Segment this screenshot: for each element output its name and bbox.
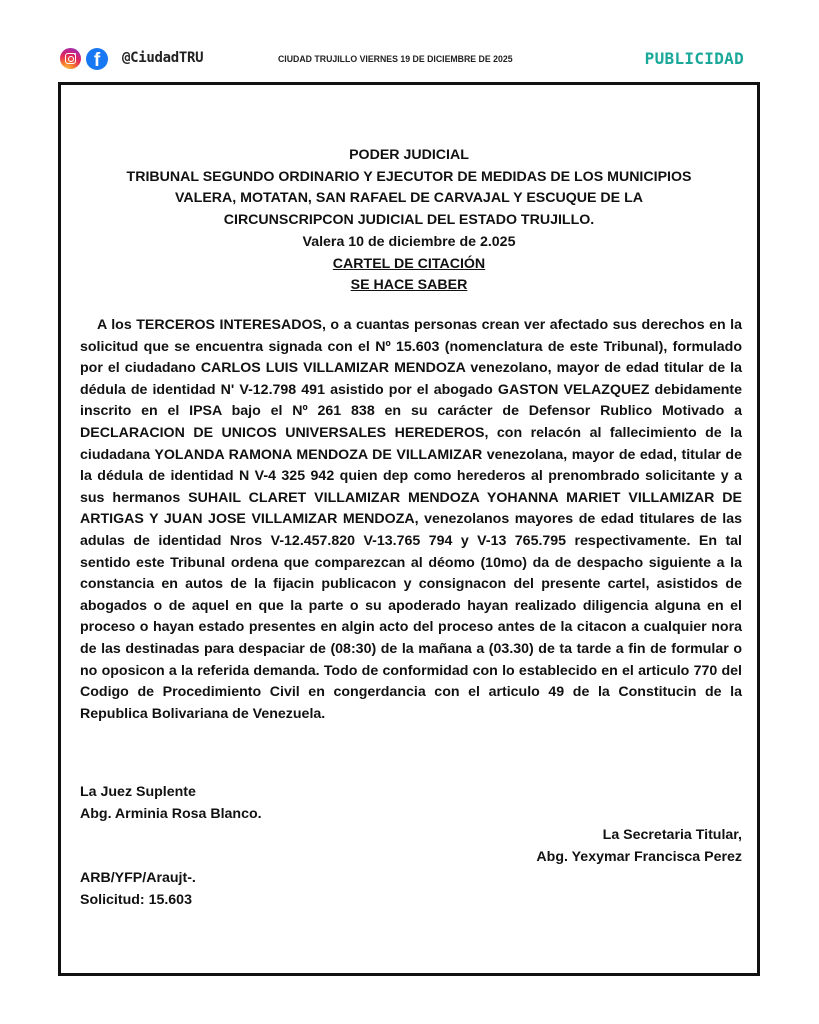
reference-initials: ARB/YFP/Araujt-. [80,870,196,886]
secretary-name: Abg. Yexymar Francisca Perez [536,848,742,865]
notice-title: CARTEL DE CITACIÓN [332,255,486,272]
notice-date: Valera 10 de diciembre de 2.025 [302,233,516,250]
notice-heading [61,145,757,297]
page-header [58,46,760,74]
instagram-icon[interactable] [60,48,81,69]
solicitud-number: Solicitud: 15.603 [80,891,192,908]
section-label: PUBLICIDAD [644,49,744,68]
social-icons [60,48,108,70]
notice-body: A los TERCEROS INTERESADOS, o a cuantas personas crean ver afectado sus derechos en la solicitud que se encuentra signada con el Nº 15.603 (nomenclatura de este Tribunal), formulado por el ciudadano CARLOS LUIS VILLAMIZAR MENDOZA venezolano, mayor de edad titular de la dédula de identidad N' V-12.798 491 asistido por el abogado GASTON VELAZQUEZ debidamente inscrito en el IPSA bajo el Nº 261 838 en su carácter de Defensor Rublico Motivado a DECLARACION DE UNICOS UNIVERSALES HEREDEROS, con relacón al fallecimiento de la ciudadana YOLANDA RAMONA MENDOZA DE VILLAMIZAR venezolana, mayor de edad, titular de la dédula de identidad N V-4 325 942 quien dep como herederos al prenombrado solicitante y a sus hermanos SUHAIL CLARET VILLAMIZAR MENDOZA YOHANNA MARIET VILLAMIZAR DE ARTIGAS Y JUAN JOSE VILLAMIZAR MENDOZA, venezolanos mayores de edad titulares de las adulas de identidad Nros V-12.457.820 V-13.765 794 y V-13 765.795 respectivamente. En tal sentido este Tribunal ordena que comparezcan al déomo (10mo) da de despacho siguiente a la constancia en autos de la fijacin publicacon y consignacon del presente cartel, asistidos de abogados o de aquel en que la parte o su apoderado hayan realizado diligencia alguna en el proceso o hayan estado presentes en algin acto del proceso antes de la citacon a cualquier nora de las destinadas para despaciar de (08:30) de la mañana a (03.30) de ta tarde a fin de formular o no oposicon a la referida demanda. Todo de conformidad con lo establecido en el articulo 770 del Codigo de Procedimiento Civil en congerdancia con el articulo 49 de la Constitucin de la Republica Bolivariana de Venezuela. [80,317,742,722]
social-handle: @CiudadTRU [122,50,204,66]
secretary-signature [536,825,742,868]
judge-name: Abg. Arminia Rosa Blanco. [80,805,262,822]
judge-signature [80,782,262,825]
heading-line: VALERA, MOTATAN, SAN RAFAEL DE CARVAJAL Y ESCUQUE DE LA [175,190,643,207]
notice-subtitle: SE HACE SABER [350,277,468,294]
reference-block [80,868,196,911]
heading-line: TRIBUNAL SEGUNDO ORDINARIO Y EJECUTOR DE MEDIDAS DE LOS MUNICIPIOS [126,168,692,185]
judge-role: La Juez Suplente [80,784,196,800]
secretary-role: La Secretaria Titular, [602,827,742,843]
legal-notice-box [58,82,760,976]
heading-line: CIRCUNSCRIPCON JUDICIAL DEL ESTADO TRUJILLO. [223,212,595,229]
dateline: CIUDAD TRUJILLO VIERNES 19 DE DICIEMBRE DE 2025 [278,54,513,65]
heading-line: PODER JUDICIAL [349,147,469,163]
facebook-icon[interactable]: f [86,48,108,70]
